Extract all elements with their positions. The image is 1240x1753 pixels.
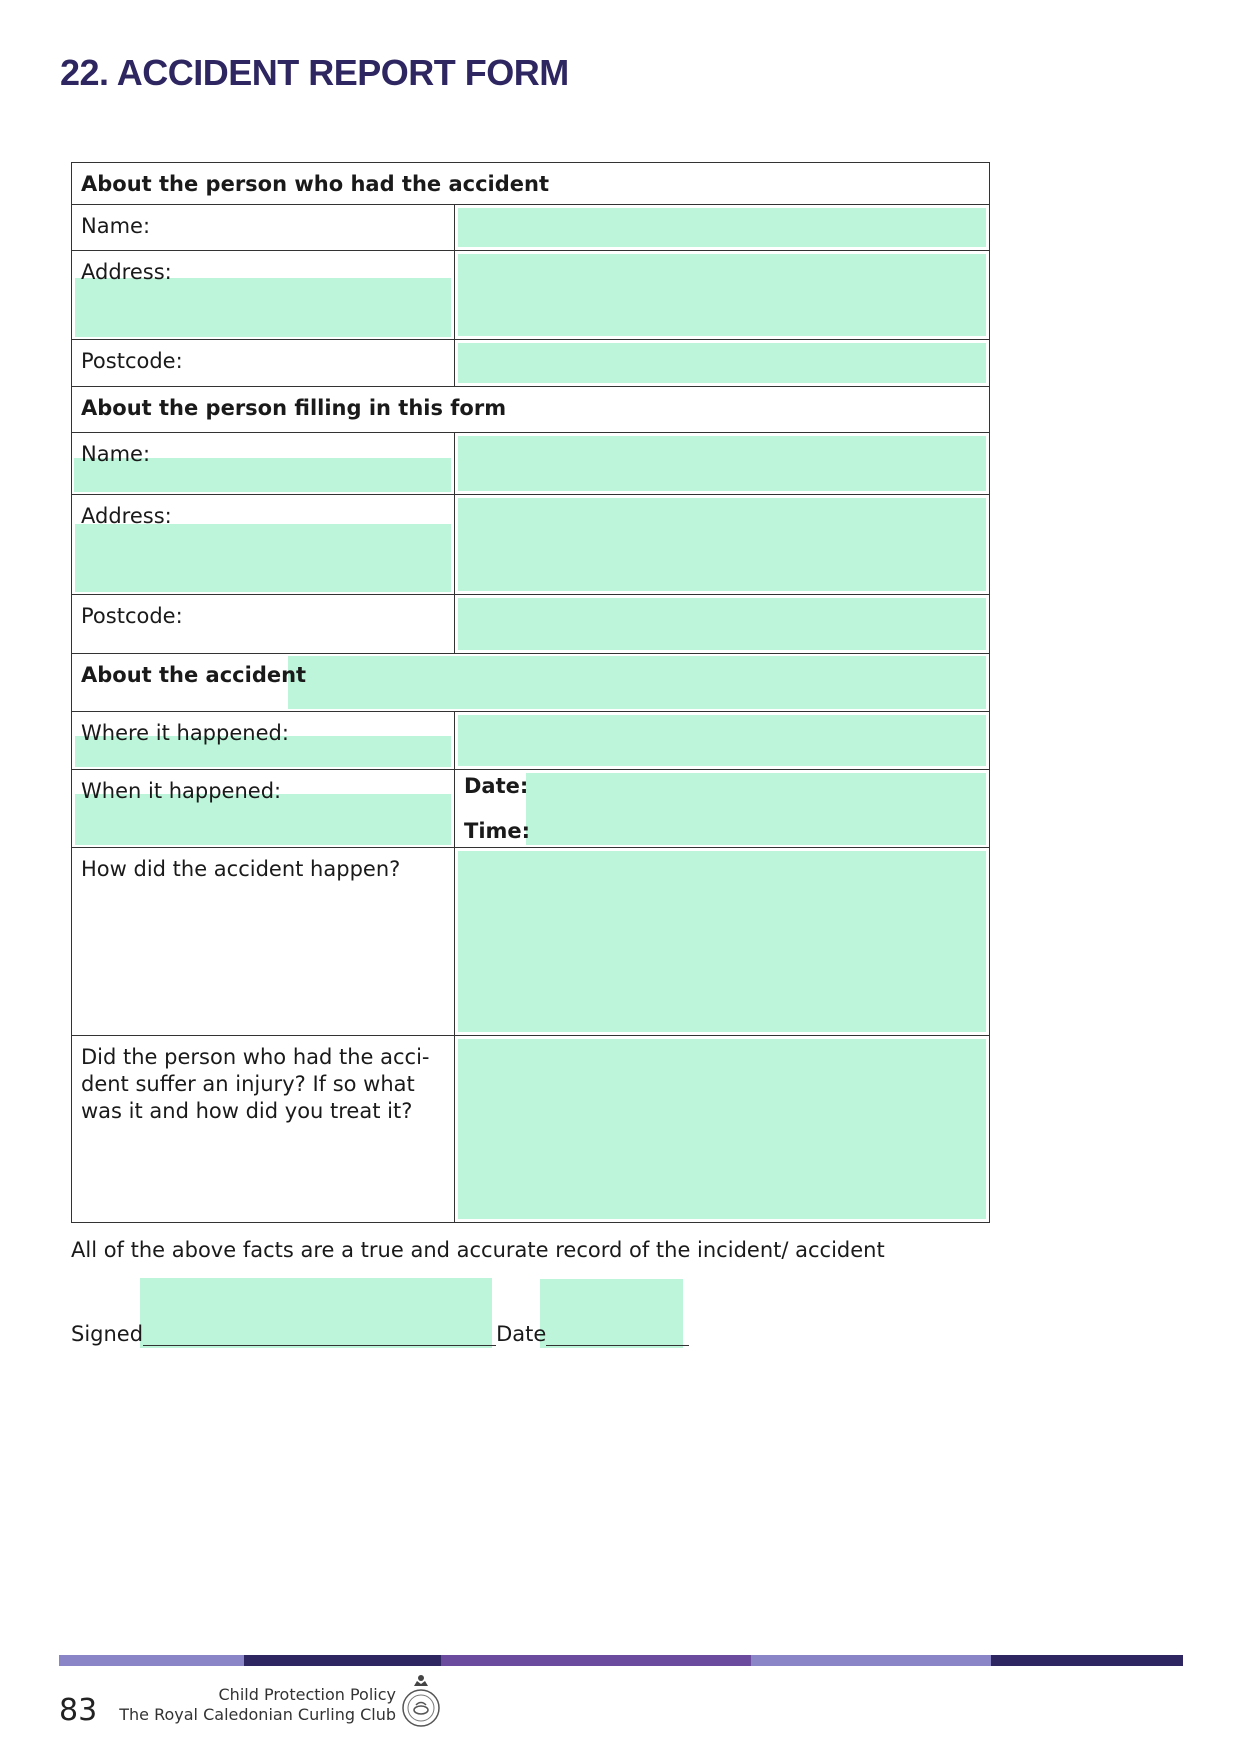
when-label: When it happened: [81,779,282,803]
bar-segment [751,1655,991,1666]
bar-segment [441,1655,751,1666]
filler-postcode-input[interactable] [458,598,986,650]
filler-postcode-label: Postcode: [81,604,183,628]
footer-line-2: The Royal Caledonian Curling Club [119,1705,396,1724]
filler-address-cell [455,495,990,595]
person-address-label-cell [72,251,455,340]
filler-address-input[interactable] [458,498,986,591]
attestation-text: All of the above facts are a true and accurate record of the incident/ accident [71,1238,885,1262]
club-crest-icon [401,1672,441,1730]
filler-address-extra-field[interactable] [75,524,451,592]
section-title-person: About the person who had the accident [81,172,549,196]
filler-address-label-cell [72,495,455,595]
filler-name-label-cell [72,433,455,495]
filler-name-cell [455,433,990,495]
section-header-filler [72,387,990,433]
how-cell [455,848,990,1036]
filler-address-label: Address: [81,504,172,528]
when-label-cell [72,770,455,848]
how-label: How did the accident happen? [81,857,401,881]
section-title-accident: About the accident [81,663,307,687]
person-name-label-cell [72,205,455,251]
injury-label-cell [72,1036,455,1223]
person-address-extra-field[interactable] [75,278,451,337]
footer-color-bar [59,1655,1183,1666]
person-address-label: Address: [81,260,172,284]
date-sign-label: Date [496,1322,547,1346]
time-label: Time: [464,819,531,843]
how-input[interactable] [458,851,986,1032]
footer-text [119,1685,396,1725]
filler-postcode-cell [455,595,990,654]
page-number: 83 [59,1693,98,1728]
person-postcode-label-cell [72,340,455,387]
where-cell [455,712,990,770]
section-title-filler: About the person filling in this form [81,396,507,420]
injury-label: Did the person who had the acci-dent suffer an injury? If so what was it and how did you treat it? [81,1045,430,1123]
accident-report-table [71,162,990,1223]
where-label: Where it happened: [81,721,289,745]
signature-row [71,1322,689,1346]
injury-input[interactable] [458,1039,986,1219]
bar-segment [59,1655,244,1666]
how-label-cell [72,848,455,1036]
filler-name-input[interactable] [458,436,986,491]
page-title: 22. ACCIDENT REPORT FORM [60,52,569,93]
section-header-accident [72,654,990,712]
signature-line [143,1323,496,1346]
where-input[interactable] [458,715,986,766]
section-header-person [72,163,990,205]
person-postcode-label: Postcode: [81,349,183,373]
accident-section-field[interactable] [288,656,986,709]
filler-postcode-label-cell [72,595,455,654]
person-name-input[interactable] [458,208,986,247]
date-line [546,1323,689,1346]
where-label-cell [72,712,455,770]
footer-line-1: Child Protection Policy [218,1685,396,1704]
bar-segment [244,1655,441,1666]
person-name-cell [455,205,990,251]
when-cell [455,770,990,848]
signed-label: Signed [71,1322,144,1346]
person-address-input[interactable] [458,254,986,336]
injury-cell [455,1036,990,1223]
person-postcode-input[interactable] [458,343,986,383]
person-name-label: Name: [81,214,151,238]
bar-segment [991,1655,1183,1666]
person-postcode-cell [455,340,990,387]
date-label: Date: [464,774,529,798]
date-time-input[interactable] [526,773,986,845]
person-address-cell [455,251,990,340]
filler-name-label: Name: [81,442,151,466]
